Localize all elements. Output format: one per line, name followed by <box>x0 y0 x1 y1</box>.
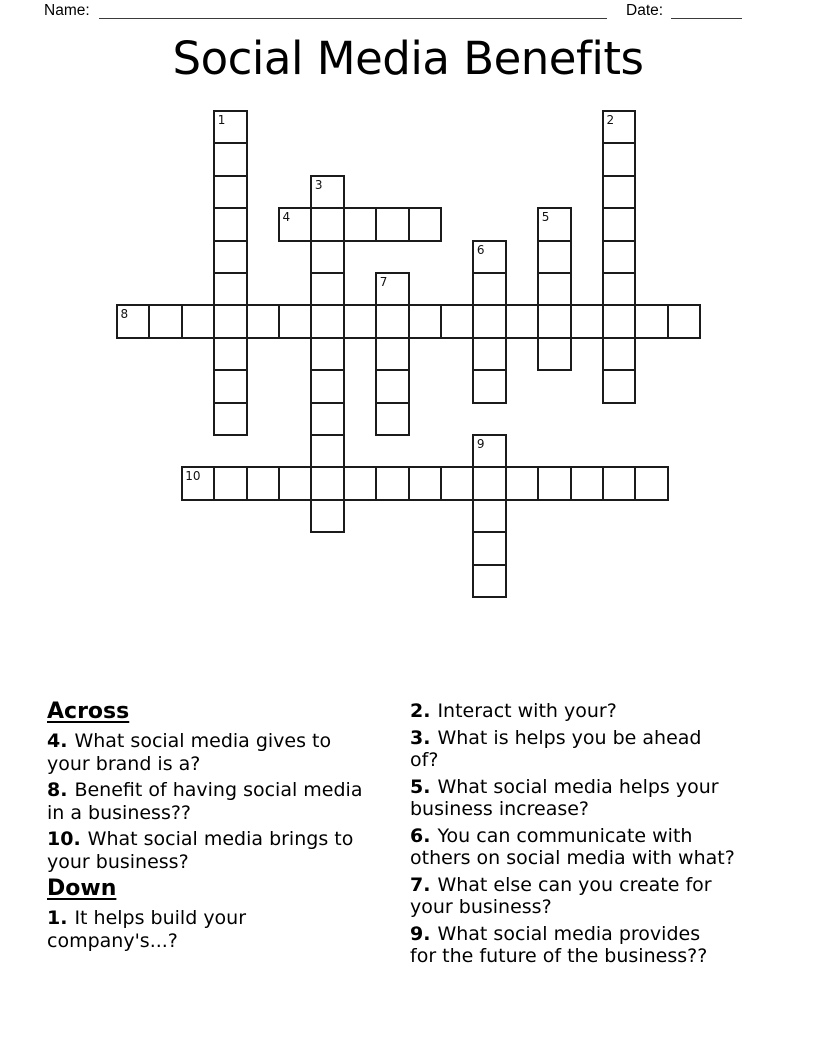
crossword-cell[interactable] <box>505 466 539 500</box>
grid-clue-number: 2 <box>606 113 615 127</box>
crossword-cell[interactable] <box>472 337 506 371</box>
clue-text-line: 5. What social media helps your <box>410 775 719 798</box>
clue-number: 3. <box>410 726 431 749</box>
crossword-cell[interactable] <box>602 466 636 500</box>
clue-4 <box>47 730 399 775</box>
date-label: Date: <box>626 2 664 19</box>
down-heading: Down <box>47 876 117 901</box>
crossword-cell[interactable] <box>602 272 636 306</box>
page-title: Social Media Benefits <box>172 32 644 85</box>
crossword-cell[interactable] <box>310 240 344 274</box>
crossword-cell[interactable] <box>343 207 377 241</box>
clue-text-line: your business? <box>410 896 552 918</box>
clue-text-line: 1. It helps build your <box>47 907 247 929</box>
crossword-cell[interactable] <box>310 304 344 338</box>
crossword-cell[interactable] <box>472 499 506 533</box>
clue-number: 7. <box>410 873 431 896</box>
crossword-cell[interactable] <box>602 142 636 176</box>
clue-number: 9. <box>410 922 431 945</box>
clue-2 <box>410 700 790 723</box>
crossword-cell[interactable] <box>375 466 409 500</box>
crossword-cell[interactable] <box>213 369 247 403</box>
crossword-cell[interactable] <box>505 304 539 338</box>
crossword-cell[interactable] <box>310 434 344 468</box>
grid-clue-number: 8 <box>120 307 129 322</box>
crossword-cell[interactable] <box>634 304 668 338</box>
crossword-cell[interactable] <box>375 207 409 241</box>
crossword-cell[interactable] <box>181 304 215 338</box>
clue-number: 1. <box>47 907 68 929</box>
grid-clue-number: 9 <box>476 437 485 451</box>
crossword-cell[interactable] <box>602 337 636 371</box>
crossword-cell[interactable] <box>278 466 312 500</box>
clue-10 <box>47 828 399 873</box>
crossword-cell[interactable] <box>570 466 604 500</box>
grid-clue-number: 5 <box>541 210 550 225</box>
crossword-cell[interactable] <box>440 466 474 500</box>
across-heading: Across <box>47 699 130 724</box>
clue-text-line: in a business?? <box>47 801 192 824</box>
crossword-cell[interactable] <box>408 304 442 338</box>
crossword-cell[interactable] <box>602 304 636 338</box>
clue-1 <box>47 907 399 952</box>
crossword-cell[interactable] <box>537 240 571 274</box>
crossword-cell[interactable] <box>310 466 344 500</box>
crossword-cell[interactable] <box>375 304 409 338</box>
crossword-cell[interactable] <box>310 499 344 533</box>
crossword-cell[interactable] <box>537 272 571 306</box>
clue-7 <box>410 874 790 919</box>
crossword-cell[interactable] <box>213 466 247 500</box>
crossword-cell[interactable] <box>472 531 506 565</box>
clue-text-line: company's...? <box>47 929 178 952</box>
crossword-cell[interactable] <box>310 369 344 403</box>
crossword-cell[interactable] <box>375 369 409 403</box>
clue-text-line: 8. Benefit of having social media <box>47 779 363 801</box>
clue-text-line: 9. What social media provides <box>410 922 701 945</box>
clues-left-column <box>47 700 399 956</box>
clue-text-line: 4. What social media gives to <box>47 730 332 752</box>
crossword-cell[interactable] <box>667 304 701 338</box>
clue-number: 8. <box>47 779 68 801</box>
crossword-cell[interactable] <box>472 466 506 500</box>
clues-right-column <box>410 700 790 972</box>
grid-clue-number: 3 <box>314 177 323 192</box>
crossword-cell[interactable] <box>310 337 344 371</box>
grid-clue-number: 4 <box>282 210 291 225</box>
crossword-cell[interactable] <box>408 466 442 500</box>
crossword-cell[interactable] <box>343 466 377 500</box>
clue-6 <box>410 825 790 870</box>
crossword-cell[interactable] <box>537 304 571 338</box>
crossword-cell[interactable] <box>343 304 377 338</box>
clue-3 <box>410 727 790 772</box>
crossword-cell[interactable] <box>408 207 442 241</box>
clue-text-line: others on social media with what? <box>410 847 735 869</box>
crossword-cell[interactable] <box>602 175 636 209</box>
clue-8 <box>47 779 399 824</box>
crossword-cell[interactable] <box>537 337 571 371</box>
clue-text-line: 10. What social media brings to <box>47 828 354 850</box>
clue-text-line: your brand is a? <box>47 752 201 775</box>
clue-number: 6. <box>410 824 431 847</box>
grid-clue-number: 10 <box>185 469 201 484</box>
clue-text-line: for the future of the business?? <box>410 945 708 967</box>
name-label: Name: <box>44 2 90 19</box>
clue-9 <box>410 923 790 968</box>
clue-number: 5. <box>410 775 431 798</box>
crossword-cell[interactable] <box>213 175 247 209</box>
crossword-cell[interactable] <box>310 402 344 436</box>
crossword-cell[interactable] <box>537 466 571 500</box>
clue-number: 4. <box>47 730 68 752</box>
clue-text-line: 7. What else can you create for <box>410 873 712 896</box>
crossword-cell[interactable] <box>634 466 668 500</box>
crossword-cell[interactable] <box>440 304 474 338</box>
crossword-cell[interactable] <box>213 240 247 274</box>
crossword-cell[interactable] <box>278 304 312 338</box>
crossword-cell[interactable] <box>375 337 409 371</box>
clue-text-line: 3. What is helps you be ahead <box>410 726 702 749</box>
clue-text-line: 2. Interact with your? <box>410 700 617 722</box>
crossword-cell[interactable] <box>570 304 604 338</box>
crossword-cell[interactable] <box>602 240 636 274</box>
crossword-cell[interactable] <box>602 207 636 241</box>
crossword-cell[interactable] <box>213 304 247 338</box>
crossword-cell[interactable] <box>472 369 506 403</box>
crossword-cell[interactable] <box>310 207 344 241</box>
crossword-cell[interactable] <box>602 369 636 403</box>
crossword-cell[interactable] <box>213 272 247 306</box>
clue-number: 10. <box>47 828 81 850</box>
crossword-cell[interactable] <box>213 337 247 371</box>
crossword-cell[interactable] <box>213 402 247 436</box>
crossword-cell[interactable] <box>472 564 506 598</box>
crossword-cell[interactable] <box>148 304 182 338</box>
clue-text-line: business increase? <box>410 798 590 820</box>
clue-number: 2. <box>410 700 431 722</box>
crossword-cell[interactable] <box>246 304 280 338</box>
grid-clue-number: 7 <box>379 275 388 289</box>
crossword-cell[interactable] <box>472 304 506 338</box>
crossword-cell[interactable] <box>472 272 506 306</box>
crossword-cell[interactable] <box>213 142 247 176</box>
grid-clue-number: 1 <box>217 113 226 127</box>
clue-text-line: 6. You can communicate with <box>410 824 693 847</box>
crossword-cell[interactable] <box>246 466 280 500</box>
clue-5 <box>410 776 790 821</box>
clue-text-line: your business? <box>47 850 189 873</box>
clue-text-line: of? <box>410 749 439 771</box>
grid-clue-number: 6 <box>476 242 485 257</box>
crossword-cell[interactable] <box>213 207 247 241</box>
crossword-cell[interactable] <box>310 272 344 306</box>
crossword-cell[interactable] <box>375 402 409 436</box>
